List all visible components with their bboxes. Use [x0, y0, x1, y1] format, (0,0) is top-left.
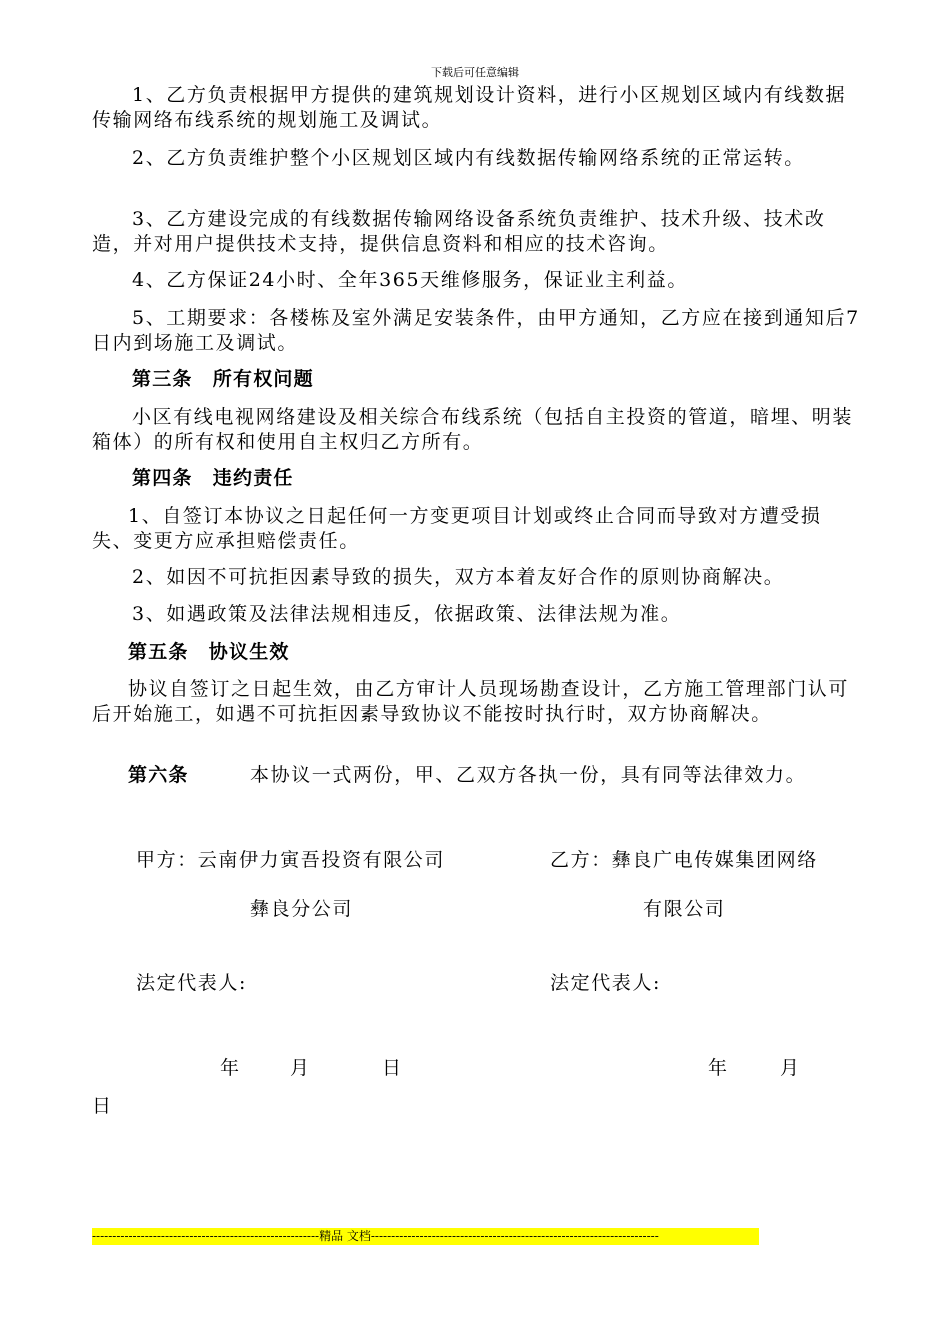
clause-item-3: 3、乙方建设完成的有线数据传输网络设备系统负责维护、技术升级、技术改造，并对用户提供技术支持，提供信息资料和相应的技术咨询。 — [92, 208, 826, 255]
clause-item-2: 2、乙方负责维护整个小区规划区域内有线数据传输网络系统的正常运转。 — [132, 147, 805, 169]
party-a-branch: 彝良分公司 — [250, 898, 354, 920]
party-a-date-year: 年 — [220, 1057, 241, 1079]
article-5-heading: 第五条 协议生效 — [128, 641, 290, 663]
article-6-text: 本协议一式两份，甲、乙双方各执一份，具有同等法律效力。 — [250, 764, 807, 786]
article-4-item-2: 2、如因不可抗拒因素导致的损失，双方本着友好合作的原则协商解决。 — [132, 566, 785, 588]
party-a-representative: 法定代表人: — [136, 972, 248, 994]
clause-item-5: 5、工期要求：各楼栋及室外满足安装条件，由甲方通知，乙方应在接到通知后7日内到场施工及调试。 — [92, 307, 860, 354]
article-4-heading: 第四条 违约责任 — [132, 467, 294, 489]
party-a-date-day: 日 — [382, 1057, 403, 1079]
party-b-representative: 法定代表人: — [550, 972, 662, 994]
article-5-text: 协议自签订之日起生效，由乙方审计人员现场勘查设计，乙方施工管理部门认可后开始施工，如遇不可抗拒因素导致协议不能按时执行时，双方协商解决。 — [92, 678, 850, 725]
clause-item-4: 4、乙方保证24小时、全年365天维修服务，保证业主利益。 — [132, 269, 688, 291]
party-a-name: 甲方：云南伊力寅吾投资有限公司 — [136, 849, 446, 871]
party-a-date-month: 月 — [290, 1057, 311, 1079]
article-4-item-3: 3、如遇政策及法律法规相违反，依据政策、法律法规为准。 — [132, 603, 682, 625]
party-b-date-year: 年 — [708, 1057, 729, 1079]
party-b-name-continued: 有限公司 — [643, 898, 726, 920]
party-b-date-month: 月 — [780, 1057, 801, 1079]
header-note: 下载后可任意编辑 — [431, 66, 519, 79]
party-b-date-day: 日 — [92, 1095, 113, 1117]
party-b-name: 乙方：彝良广电传媒集团网络 — [550, 849, 818, 871]
article-4-item-1: 1、自签订本协议之日起任何一方变更项目计划或终止合同而导致对方遭受损失、变更方应承担赔偿责任。 — [92, 505, 822, 552]
article-3-text: 小区有线电视网络建设及相关综合布线系统（包括自主投资的管道，暗埋、明装箱体）的所有权和使用自主权归乙方所有。 — [92, 406, 854, 453]
footer-banner: --------------------------------------------------------精品 文档----------------------------------------------------------------------- — [92, 1228, 759, 1245]
clause-item-1: 1、乙方负责根据甲方提供的建筑规划设计资料，进行小区规划区域内有线数据传输网络布线系统的规划施工及调试。 — [92, 84, 847, 131]
article-6-heading: 第六条 — [128, 764, 189, 786]
article-3-heading: 第三条 所有权问题 — [132, 368, 314, 390]
